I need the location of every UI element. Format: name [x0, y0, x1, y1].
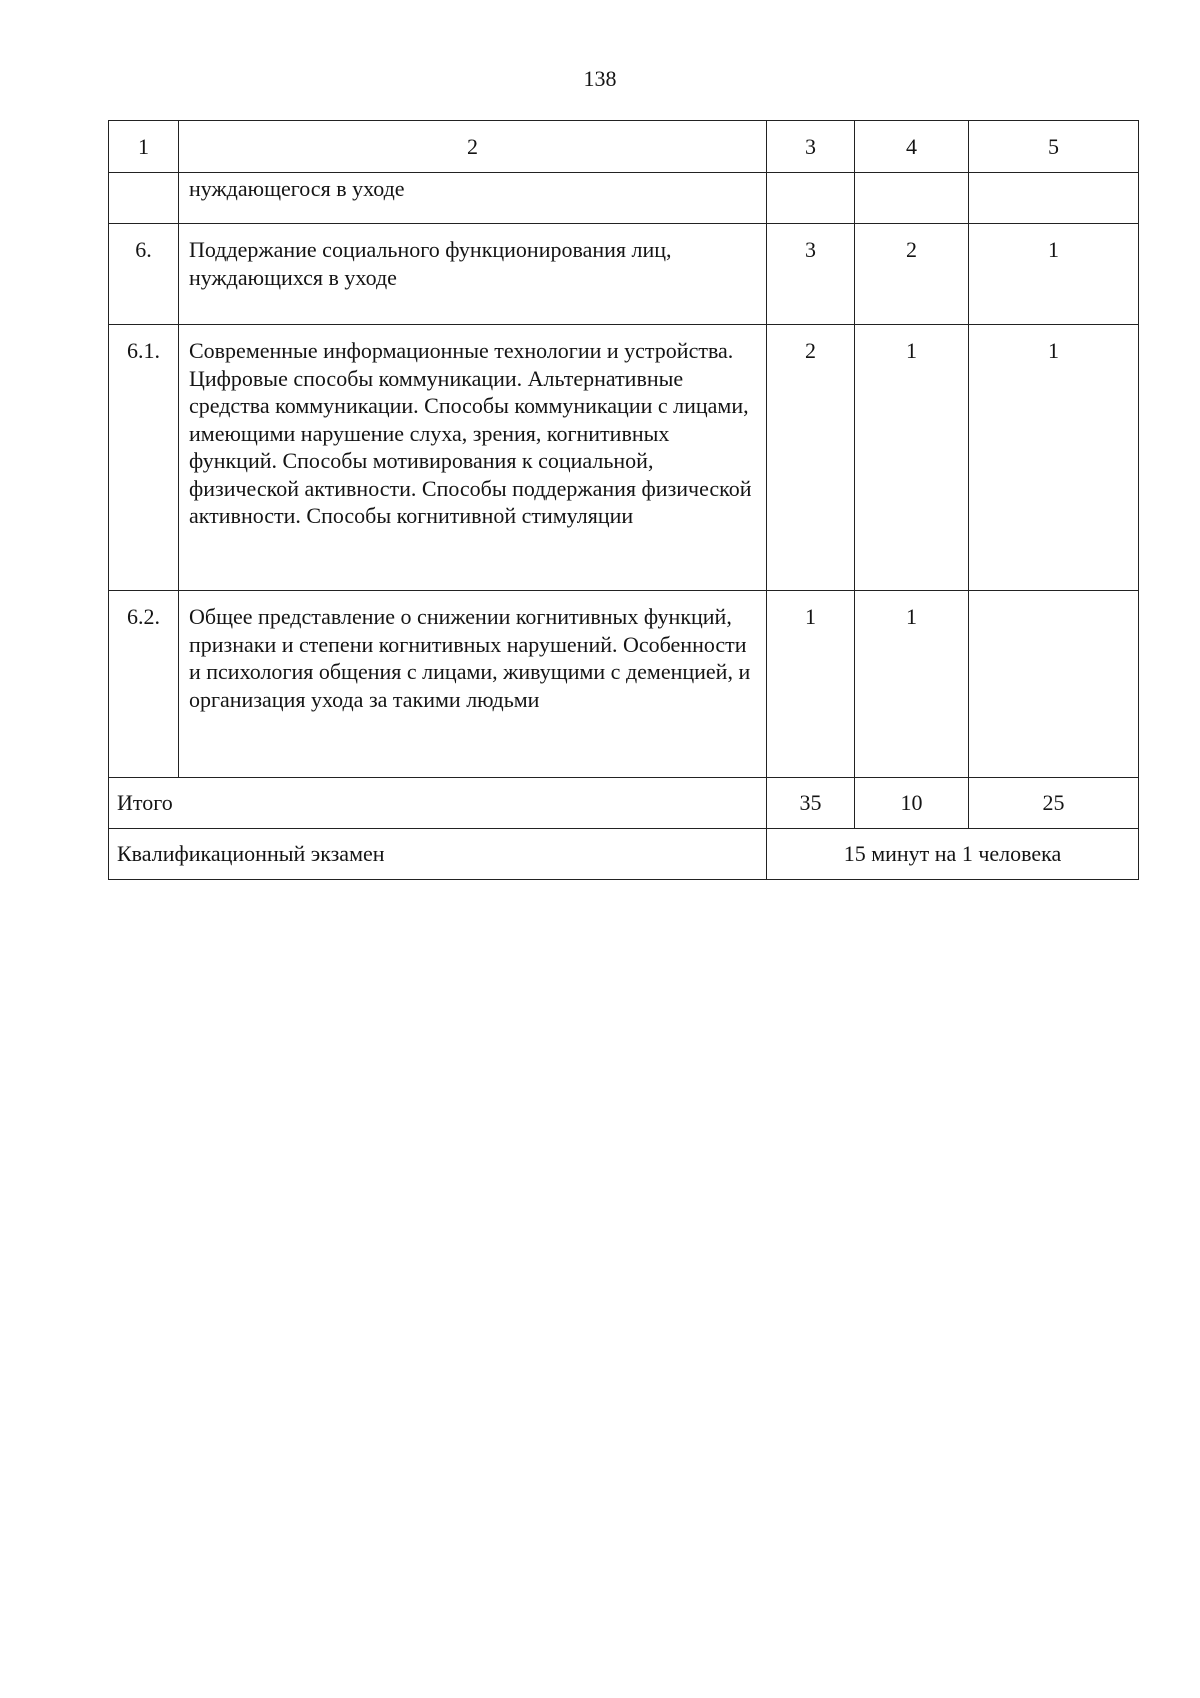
header-cell-2: 2	[179, 121, 767, 173]
header-cell-3: 3	[767, 121, 855, 173]
row-topic: нуждающегося в уходе	[179, 173, 767, 224]
total-hours-theory: 10	[855, 778, 969, 829]
row-number: 6.1.	[109, 325, 179, 591]
header-cell-4: 4	[855, 121, 969, 173]
exam-duration: 15 минут на 1 человека	[767, 829, 1139, 880]
curriculum-table	[108, 120, 1139, 880]
row-hours-practice	[969, 173, 1139, 224]
row-hours-total: 3	[767, 224, 855, 325]
row-hours-theory: 2	[855, 224, 969, 325]
row-hours-total	[767, 173, 855, 224]
row-number: 6.	[109, 224, 179, 325]
exam-row	[109, 829, 1139, 880]
row-topic: Поддержание социального функционирования лиц, нуждающихся в уходе	[179, 224, 767, 325]
row-number: 6.2.	[109, 591, 179, 778]
row-hours-total: 2	[767, 325, 855, 591]
total-hours-total: 35	[767, 778, 855, 829]
row-topic: Современные информационные технологии и устройства. Цифровые способы коммуникации. Альтернативные средства коммуникации. Способы коммуникации с лицами, имеющими нарушение слуха, зрения, когнитивных функций. Способы мотивирования к социальной, физической активности. Способы поддержания физической активности. Способы когнитивной стимуляции	[179, 325, 767, 591]
row-hours-theory: 1	[855, 325, 969, 591]
header-cell-1: 1	[109, 121, 179, 173]
row-number	[109, 173, 179, 224]
row-topic: Общее представление о снижении когнитивных функций, признаки и степени когнитивных нарушений. Особенности и психология общения с лицами, живущими с деменцией, и организация ухода за такими людьми	[179, 591, 767, 778]
header-cell-5: 5	[969, 121, 1139, 173]
table-row	[109, 591, 1139, 778]
total-label: Итого	[109, 778, 767, 829]
table-row	[109, 325, 1139, 591]
table-header-row	[109, 121, 1139, 173]
row-hours-total: 1	[767, 591, 855, 778]
row-hours-practice	[969, 591, 1139, 778]
row-hours-practice: 1	[969, 224, 1139, 325]
total-hours-practice: 25	[969, 778, 1139, 829]
curriculum-table-container	[108, 120, 1138, 880]
exam-label: Квалификационный экзамен	[109, 829, 767, 880]
row-hours-practice: 1	[969, 325, 1139, 591]
row-hours-theory	[855, 173, 969, 224]
total-row	[109, 778, 1139, 829]
page-number: 138	[583, 66, 617, 91]
table-row	[109, 173, 1139, 224]
table-row	[109, 224, 1139, 325]
row-hours-theory: 1	[855, 591, 969, 778]
